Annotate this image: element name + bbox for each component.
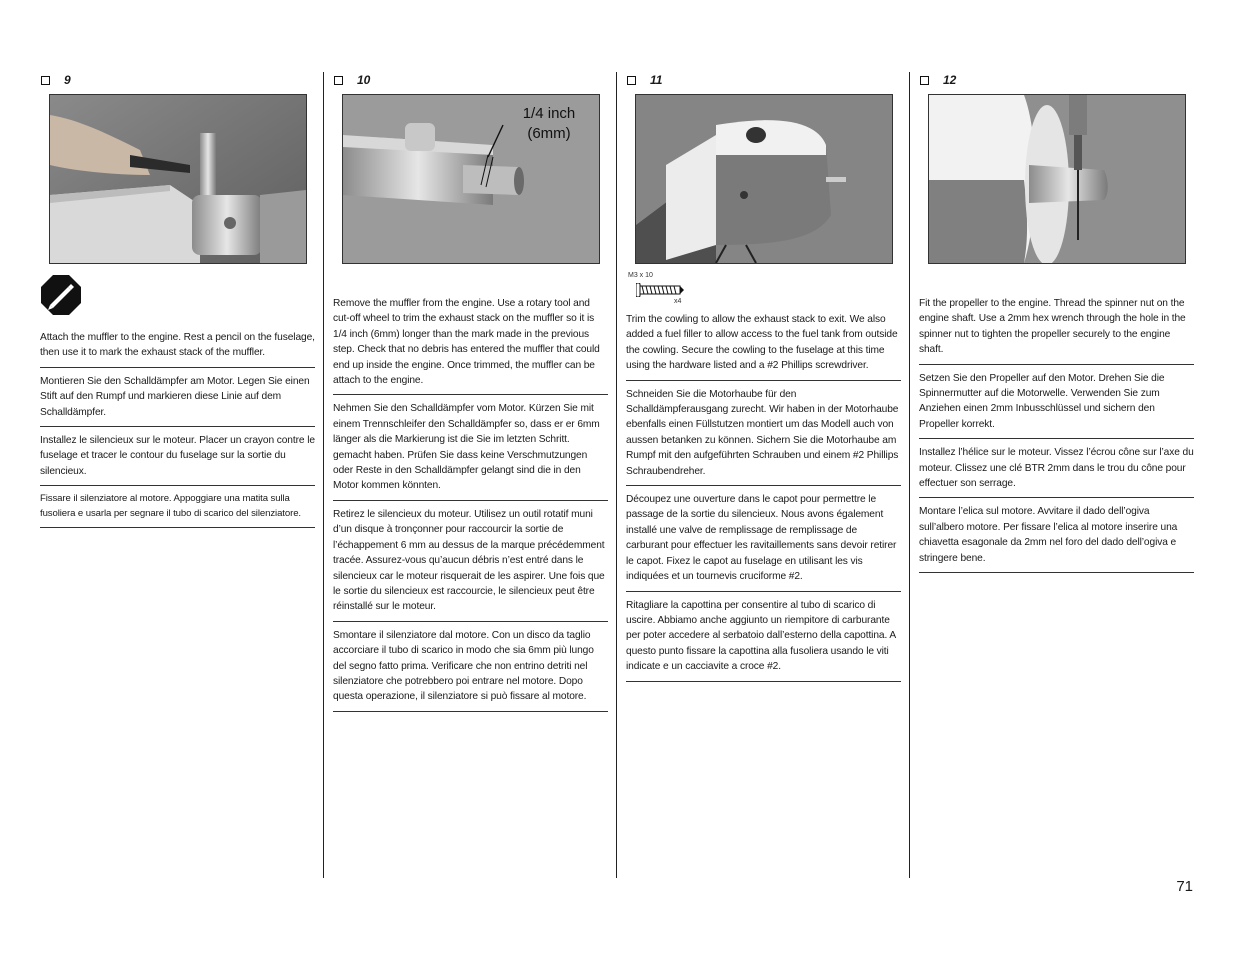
step-number: 10 [357, 73, 371, 87]
step-checkbox[interactable] [41, 76, 50, 85]
step-header [919, 70, 1199, 90]
step-11-photo [635, 94, 893, 264]
step-12-column [919, 70, 1199, 573]
instruction-italian: Montare l’elica sul motore. Avvitare il dado dell’ogiva sull’albero motore. Per fissare l’elica al motore inserire una chiavetta esagonale da 2mm nel foro del dado dell’ogiva e stringere bene. [919, 498, 1194, 573]
instruction-french: Installez l’hélice sur le moteur. Vissez l’écrou cône sur l’axe du moteur. Clissez une clé BTR 2mm dans le trou du cône pour effectuer son serrage. [919, 439, 1194, 498]
step-number: 11 [650, 73, 663, 87]
instruction-english: Trim the cowling to allow the exhaust stack to exit. We also added a fuel filler to allow access to the fuel tank from outside the cowling. Secure the cowling to the fuselage at this time using the hardware listed and a #2 Phillips screwdriver. [626, 306, 901, 381]
column-divider [616, 72, 617, 878]
instruction-italian: Fissare il silenziatore al motore. Appoggiare una matita sulla fusoliera e usarla per segnare il tubo di scarico del silenziatore. [40, 486, 315, 528]
column-divider [323, 72, 324, 878]
instruction-english: Attach the muffler to the engine. Rest a pencil on the fuselage, then use it to mark the exhaust stack of the muffler. [40, 324, 315, 368]
hardware-count: x4 [674, 298, 682, 305]
instruction-italian: Ritagliare la capottina per consentire al tubo di scarico di uscire. Abbiamo anche aggiunto un riempitore di carburante per poter accedere al serbatoio dall’esterno della capottina. A questo punto fissare la capottina alla fusoliera usando le viti indicate e un cacciavite a croce #2. [626, 592, 901, 682]
step-header [333, 70, 613, 90]
instruction-french: Retirez le silencieux du moteur. Utilisez un outil rotatif muni d’un disque à tronçonner pour raccourcir la sortie de l’échappement 6 mm au dessus de la marque précédemment tracée. Assurez-vous qu’aucun débris n’est entré dans le silencieux car le moteur risquerait de les aspirer. Une fois que le sortie du silencieux est raccourcie, le silencieux peut être réinstallé sur le moteur. [333, 501, 608, 622]
step-11-column [626, 70, 906, 682]
instruction-german: Nehmen Sie den Schalldämpfer vom Motor. Kürzen Sie mit einem Trennschleifer den Schalldämpfer so, dass er er 6mm länger als die Markierung ist die Sie im letzten Schritt. gemacht haben. Prüfen Sie dass keine Verschmutzungen oder Reste in den Schalldämpfer gelangt sind die in den Motor kommen könnten. [333, 395, 608, 500]
step-9-column [40, 70, 320, 528]
column-divider [909, 72, 910, 878]
step-checkbox[interactable] [627, 76, 636, 85]
step-number: 9 [64, 73, 71, 87]
step-checkbox[interactable] [334, 76, 343, 85]
instruction-english: Fit the propeller to the engine. Thread the spinner nut on the engine shaft. Use a 2mm hex wrench through the hole in the spinner nut to tighten the propeller securely to the engine shaft. [919, 290, 1194, 365]
screw-icon [636, 283, 684, 297]
step-10-photo [342, 94, 600, 264]
step-checkbox[interactable] [920, 76, 929, 85]
warning-icon [40, 274, 82, 316]
instruction-english: Remove the muffler from the engine. Use a rotary tool and cut-off wheel to trim the exhaust stack on the muffler so it is 1/4 inch (6mm) longer than the mark made in the previous step. Check that no debris has entered the muffler that could end up inside the engine. Once trimmed, the muffler can be attach to the engine. [333, 290, 608, 395]
instruction-german: Montieren Sie den Schalldämpfer am Motor. Legen Sie einen Stift auf den Rumpf und markieren diese Linie auf dem Schalldämpfer. [40, 368, 315, 427]
hardware-callout [626, 270, 906, 306]
instruction-french: Découpez une ouverture dans le capot pour permettre le passage de la sortie du silencieux. Nous avons également installé une valve de remplissage de remplissage de carburant pour effectuer les ravitaillements sans devoir retirer le capot. Fixez le capot au fuselage en utilisant les vis indiquées et un tournevis cruciforme #2. [626, 486, 901, 591]
instruction-german: Setzen Sie den Propeller auf den Motor. Drehen Sie die Spinnermutter auf die Motorwelle. Verwenden Sie zum Anziehen einen 2mm Inbusschlüssel und sichern den Propeller korrekt. [919, 365, 1194, 440]
page-number: 71 [1176, 878, 1193, 895]
step-9-photo [49, 94, 307, 264]
instruction-italian: Smontare il silenziatore dal motore. Con un disco da taglio accorciare il tubo di scarico in modo che sia 6mm più lungo del segno fatto prima. Verificare che non entrino detriti nel silenziatore che potrebbero poi entrare nel motore. Dopo questa operazione, il silenziatore si può fissare al motore. [333, 622, 608, 712]
instruction-french: Installez le silencieux sur le moteur. Placer un crayon contre le fuselage et tracer le contour du fuselage sur la sortie du silencieux. [40, 427, 315, 486]
hardware-label: M3 x 10 [628, 272, 653, 279]
instruction-german: Schneiden Sie die Motorhaube für den Schalldämpferausgang zurecht. Wir haben in der Motorhaube ebenfalls einen Füllstutzen montiert um das Modell auch von aussen betanken zu können. Sichern Sie die Motorhaube am Rumpf mit den aufgeführten Schrauben und einem #2 Phillips Schraubendreher. [626, 381, 901, 486]
step-number: 12 [943, 73, 957, 87]
measurement-callout: 1/4 inch (6mm) [522, 105, 576, 142]
step-header [626, 70, 906, 90]
step-10-column [333, 70, 613, 712]
step-header [40, 70, 320, 90]
step-12-photo [928, 94, 1186, 264]
